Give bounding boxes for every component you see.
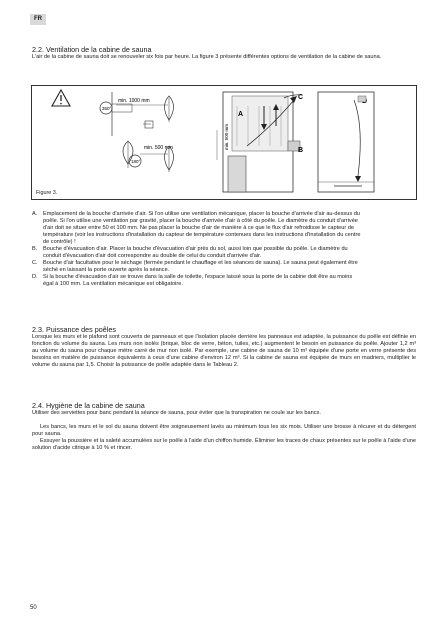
- page-number: 50: [30, 605, 37, 611]
- warning-icon: [52, 90, 70, 106]
- label-C: C: [298, 94, 304, 101]
- angle-label-1: 360°: [102, 106, 112, 111]
- dim-label-1000: min. 1000 mm: [118, 98, 150, 104]
- list-item: [32, 260, 362, 274]
- dim-label-500: min. 500 mm: [144, 145, 173, 151]
- figure-3: [31, 85, 417, 200]
- list-item-text: Si la bouche d'évacuation d'air se trouve dans la salle de toilette, l'espace laissé sous la porte de la cabine doit être au moins égal à 100 mm. La ventilation mécanique est obligatoire.: [43, 274, 353, 287]
- list-item: [32, 274, 362, 288]
- label-B: B: [298, 147, 304, 154]
- list-item: [32, 211, 362, 246]
- sensor-placement-bottom: [123, 141, 174, 172]
- washroom: [318, 92, 374, 192]
- list-item-label: B.: [32, 246, 38, 252]
- section-title-hygiene: 2.4. Hygiène de la cabine de sauna: [32, 401, 145, 410]
- vent-options-list: [32, 211, 362, 288]
- list-item-text: Bouche d'évacuation d'air. Placer la bouche d'évacuation d'air près du sol, aussi loin que possible du poêle. Le diamètre du conduit d'évacuation d'air doit correspondre au double de celui du conduit d'arrivée d'air.: [43, 246, 348, 259]
- list-item-label: D.: [32, 274, 38, 280]
- sauna-room: [217, 92, 303, 192]
- hygiene-p1: Utiliser des serviettes pour banc pendant la séance de sauna, pour éviter que la transpiration ne coule sur les bancs.: [32, 410, 321, 416]
- power-body: Lorsque les murs et le plafond sont couverts de panneaux et que l'isolation placée derrière les panneaux est adaptée, la puissance du poêle est définie en fonction du volume du sauna. Les murs non isolés (brique, bloc de verre, béton, tuiles, etc.) augmentent le besoin en puissance du poêle. Ajouter 1,2 m³ au volume du sauna pour chaque mètre carré de mur non isolé. Par exemple, une cabine de sauna de 10 m³ équipée d'une porte en verre présente des besoins en matière de puissance équivalents à ceux d'une cabine d'environ 12 m³. Si la cabine de sauna est équipée de murs en madriers, multiplier le volume du sauna par 1,5. Choisir la puissance de poêle adaptée dans le Tableau 2.: [32, 334, 416, 369]
- angle-label-2: 180°: [131, 159, 141, 164]
- list-item-text: Bouche d'air facultative pour le séchage (fermée pendant le chauffage et les séances de sauna). Le sauna peut également être séché en laissant la porte ouverte après la séance.: [43, 260, 358, 273]
- list-item-text: Emplacement de la bouche d'arrivée d'air. Si l'on utilise une ventilation mécanique, placer la bouche d'arrivée d'air au-dessus du poêle. Si l'on utilise une ventilation par gravité, placer la bouche d'arrivée d'air à côté du poêle. Le diamètre du conduit d'arrivée d'air doit se situer entre 50 et 100 mm. Ne pas placer la bouche d'air de manière à ce que le flux d'air refroidisse le capteur de température (voir les instructions d'installation du capteur de température contenues dans les instructions d'installation du centre de contrôle) !: [43, 211, 361, 245]
- section-title-power: 2.3. Puissance des poêles: [32, 325, 116, 334]
- list-item: [32, 246, 362, 260]
- hygiene-p3: Essuyer la poussière et la saleté accumulées sur le poêle à l'aide d'un chiffon humide. Éliminer les traces de chaux présentes sur le poêle à l'aide d'une solution d'acide citrique à 10 % et rincer.: [32, 438, 416, 452]
- ventilation-diagram: [32, 86, 418, 201]
- label-A: A: [238, 111, 244, 118]
- ventilation-intro: L'air de la cabine de sauna doit se renouveler six fois par heure. La figure 3 présente différentes options de ventilation de la cabine de sauna.: [32, 54, 382, 60]
- language-badge: FR: [30, 14, 46, 25]
- list-item-label: A.: [32, 211, 38, 217]
- sensor-placement-top: [100, 92, 174, 136]
- figure-caption: Figure 3.: [36, 190, 58, 196]
- list-item-label: C.: [32, 260, 38, 266]
- hygiene-p2: Les bancs, les murs et le sol du sauna doivent être soigneusement lavés au minimum tous les six mois. Utiliser une brosse à récurer et du détergent pour sauna.: [32, 424, 416, 438]
- section-title-ventilation: 2.2. Ventilation de la cabine de sauna: [32, 45, 152, 54]
- vertical-dim-label: min. 500 mm: [224, 123, 229, 150]
